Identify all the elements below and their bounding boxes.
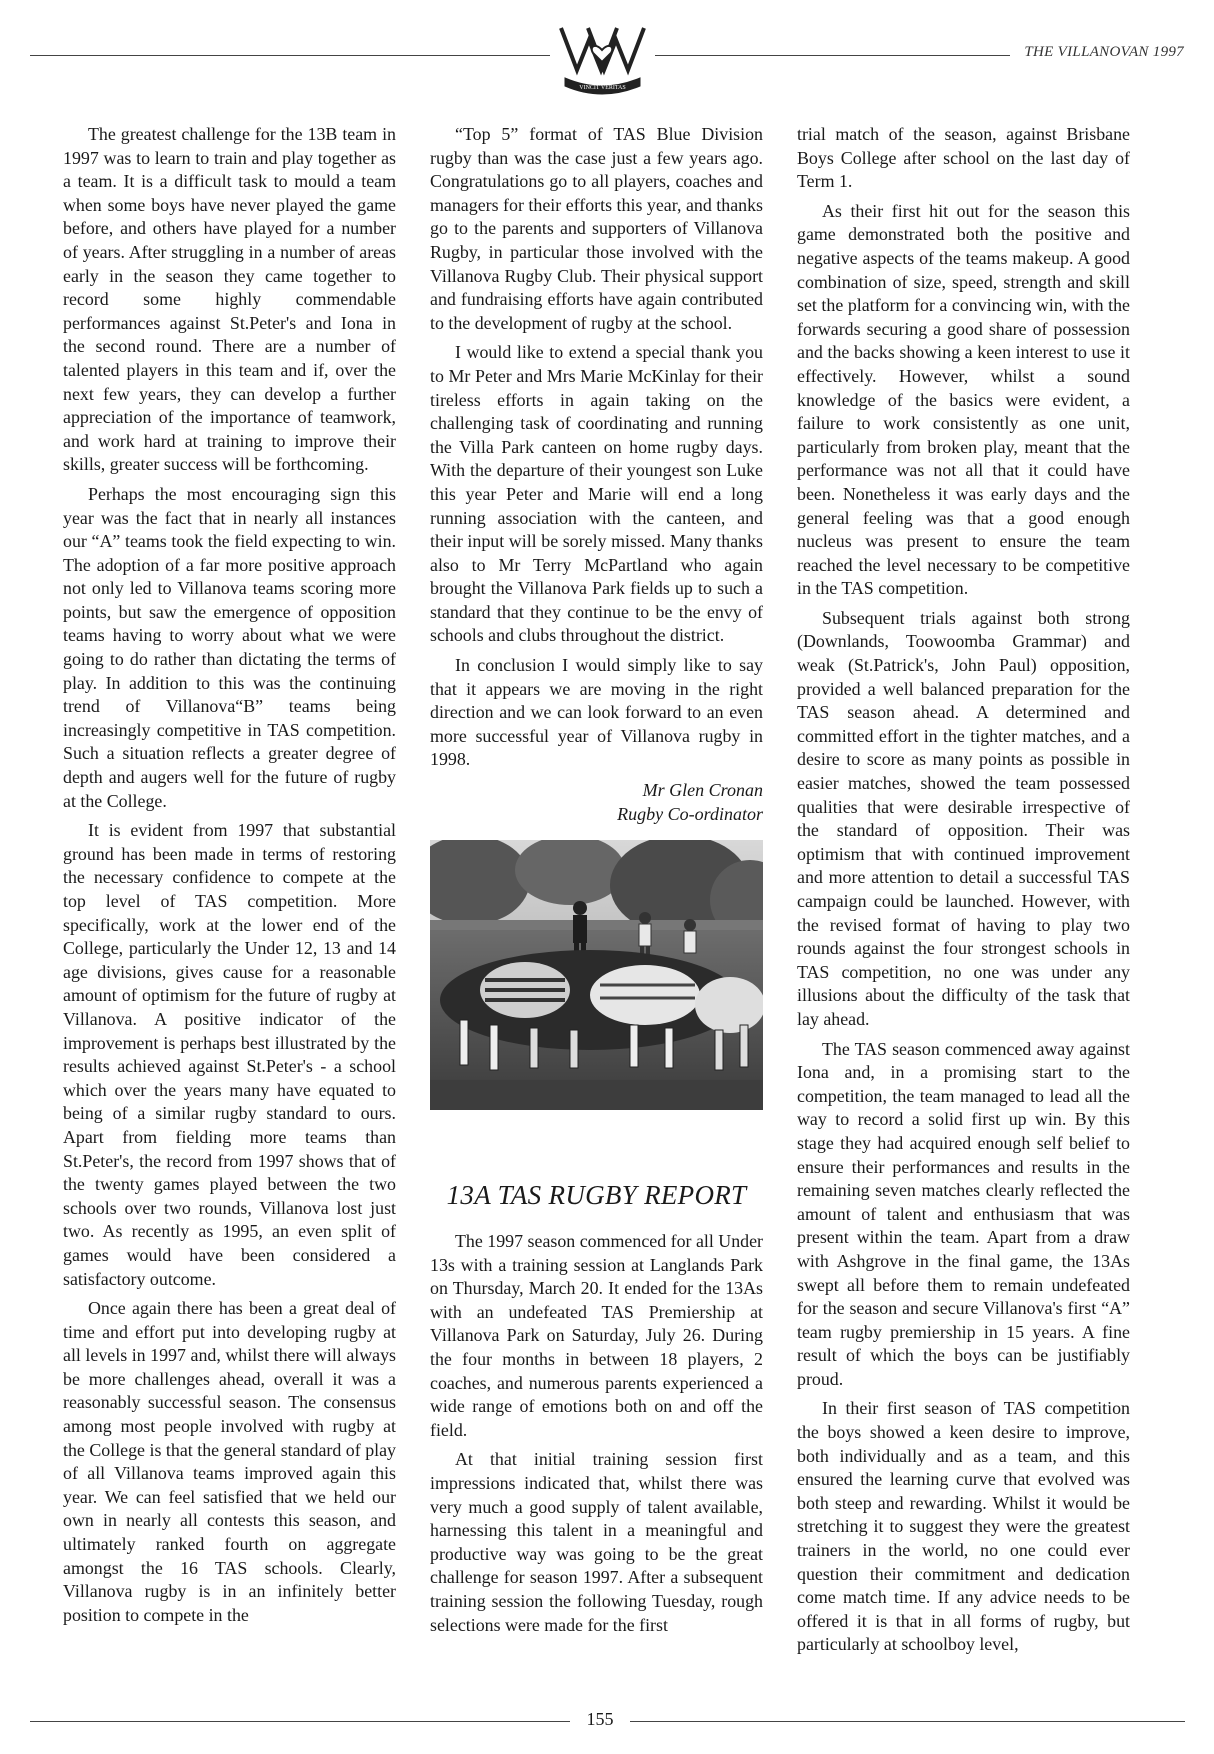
footer-rule-right bbox=[630, 1721, 1185, 1722]
paragraph: Once again there has been a great deal of time and effort put into developing rugby at all levels in 1997 and, whilst there will always be more challenges ahead, overall it was a reasonably successful season. The consensus among most people involved with rugby at the College is that the general standard of play of all Villanova teams improved again this year. We can feel satisfied that we held our own in nearly all contests this season, and ultimately ranked fourth on aggregate amongst the 16 TAS schools. Clearly, Villanova rugby is in an infinitely better position to compete in the bbox=[63, 1298, 396, 1625]
paragraph: The greatest challenge for the 13B team in 1997 was to learn to train and play together as a team. It is a difficult task to mould a team when some boys have never played the game before, and others have played for a number of years. After struggling in a number of areas early in the season they came together to record some highly commendable performances against St.Peter's and Iona in the second round. There are a number of talented players in this team and if, over the next few years, they can develop a further appreciation of the importance of teamwork, and work hard at training to improve their skills, greater success will be forthcoming. bbox=[63, 124, 396, 475]
paragraph: It is evident from 1997 that substantial ground has been made in terms of restoring the necessary confidence to compete at the top level of TAS competition. More specifically, work at the lower end of the College, particularly the Under 12, 13 and 14 age divisions, gives cause for a reasonable amount of optimism for the future of rugby at Villanova. A positive indicator of the improvement is perhaps best illustrated by the results achieved against St.Peter's - a school which over the years many have equated to being of a similar rugby standard to ours. Apart from fielding more teams than St.Peter's, the record from 1997 shows that of the twenty games played between the two schools over two rounds, Villanova lost just two. As recently as 1995, an even split of games would have been considered a satisfactory outcome. bbox=[63, 820, 396, 1289]
paragraph: “Top 5” format of TAS Blue Division rugby than was the case just a few years ago. Congratulations go to all players, coaches and managers for their efforts this year, and thanks go to the parents and supporters of Villanova Rugby, in particular those involved with the Villanova Rugby Club. Their physical support and fundraising efforts have again contributed to the development of rugby at the school. bbox=[430, 124, 763, 333]
paragraph: In their first season of TAS competition the boys showed a keen desire to improve, both individually and as a team, and this ensured the learning curve that evolved was both steep and rewarding. Whilst it would be stretching it to suggest they were the greatest trainers in the world, no one could ever question their commitment and dedication come match time. If any advice needs to be offered it is that in all forms of rugby, but particularly at schoolboy level, bbox=[797, 1398, 1130, 1655]
paragraph: trial match of the season, against Brisbane Boys College after school on the last day of Term 1. bbox=[797, 124, 1130, 192]
signature-block bbox=[430, 778, 763, 826]
paragraph: The TAS season commenced away against Iona and, in a promising start to the competition, the team managed to lead all the way to record a solid first up win. By this stage they had acquired enough self belief to ensure their performances and results in the remaining seven matches clearly reflected the amount of talent and enthusiasm that was present within the team. Apart from a draw with Ashgrove in the final game, the 13As swept all before them to remain undefeated for the season and secure Villanova's first “A” team rugby premiership in 15 years. A fine result of which the boys can be justifiably proud. bbox=[797, 1038, 1130, 1389]
signature-name: Mr Glen Cronan bbox=[642, 780, 763, 801]
villanova-crest-icon bbox=[555, 20, 650, 100]
column-3 bbox=[797, 123, 1130, 1663]
paragraph: Perhaps the most encouraging sign this year was the fact that in nearly all instances our “A” teams took the field expecting to win. The adoption of a far more positive approach not only led to Villanova teams scoring more points, but saw the emergence of opposition teams having to worry about what we were going to do rather than dictating the terms of play. In addition to this was the continuing trend of Villanova“B” teams being increasingly competitive in TAS competition. Such a situation reflects a greater degree of depth and augers well for the future of rugby at the College. bbox=[63, 483, 396, 811]
rugby-scrum-photo bbox=[430, 840, 763, 1110]
signature-role: Rugby Co-ordinator bbox=[617, 804, 763, 825]
paragraph: At that initial training session first impressions indicated that, whilst there was very much a good supply of talent available, harnessing this talent in a meaningful and productive way was going to be the great challenge for season 1997. After a subsequent training session the following Tuesday, rough selections were made for the first bbox=[430, 1449, 763, 1635]
crest-motto: VINCIT VERITAS bbox=[579, 85, 626, 91]
header-rule-left bbox=[30, 55, 550, 56]
paragraph: I would like to extend a special thank you to Mr Peter and Mrs Marie McKinlay for their tireless efforts in again taking on the challenging task of coordinating and running the Villa Park canteen on home rugby days. With the departure of their youngest son Luke this year Peter and Marie will end a long running association with the canteen, and their input will be sorely missed. Many thanks also to Mr Terry McPartland who again brought the Villanova Park fields up to such a standard that they continue to be the envy of schools and clubs throughout the district. bbox=[430, 342, 763, 646]
column-1 bbox=[63, 123, 396, 1633]
footer-rule-left bbox=[30, 1721, 570, 1722]
paragraph: As their first hit out for the season this game demonstrated both the positive and negative aspects of the teams makeup. A good combination of size, speed, strength and skill set the platform for a convincing win, with the forwards securing a good share of possession and the backs showing a keen interest to use it effectively. However, whilst a sound knowledge of the basics were evident, a failure to work consistently as one unit, particularly from broken play, meant that the performance was not all that it could have been. Nonetheless it was early days and the general feeling was that a good enough nucleus was present to ensure the team reached the level necessary to be competitive in the TAS competition. bbox=[797, 200, 1130, 599]
column-2 bbox=[430, 123, 763, 1643]
section-heading: 13A TAS RUGBY REPORT bbox=[446, 1180, 747, 1211]
paragraph: In conclusion I would simply like to say that it appears we are moving in the right direction and we can look forward to an even more successful year of Villanova rugby in 1998. bbox=[430, 655, 763, 770]
page-number: 155 bbox=[586, 1709, 614, 1729]
header-rule-right bbox=[655, 55, 1010, 56]
paragraph: Subsequent trials against both strong (Downlands, Toowoomba Grammar) and weak (St.Patrick's, John Paul) opposition, provided a well balanced preparation for the TAS season ahead. A determined and committed effort in the tighter matches, and a desire to score as many points as possible in easier matches, showed the team possessed qualities that were desirable irrespective of the standard of opposition. Their was optimism that with continued improvement and more attention to detail a successful TAS campaign could be launched. However, with the revised format of having to play two rounds against the four strongest schools in TAS competition, no one was under any illusions about the difficulty of the task that lay ahead. bbox=[797, 607, 1130, 1029]
running-head: THE VILLANOVAN 1997 bbox=[1024, 44, 1184, 60]
paragraph: The 1997 season commenced for all Under 13s with a training session at Langlands Park on Thursday, March 20. It ended for the 13As with an undefeated TAS Premiership at Villanova Park on Saturday, July 26. During the four months in between 18 players, 2 coaches, and numerous parents experienced a wide range of emotions both on and off the field. bbox=[430, 1231, 764, 1440]
